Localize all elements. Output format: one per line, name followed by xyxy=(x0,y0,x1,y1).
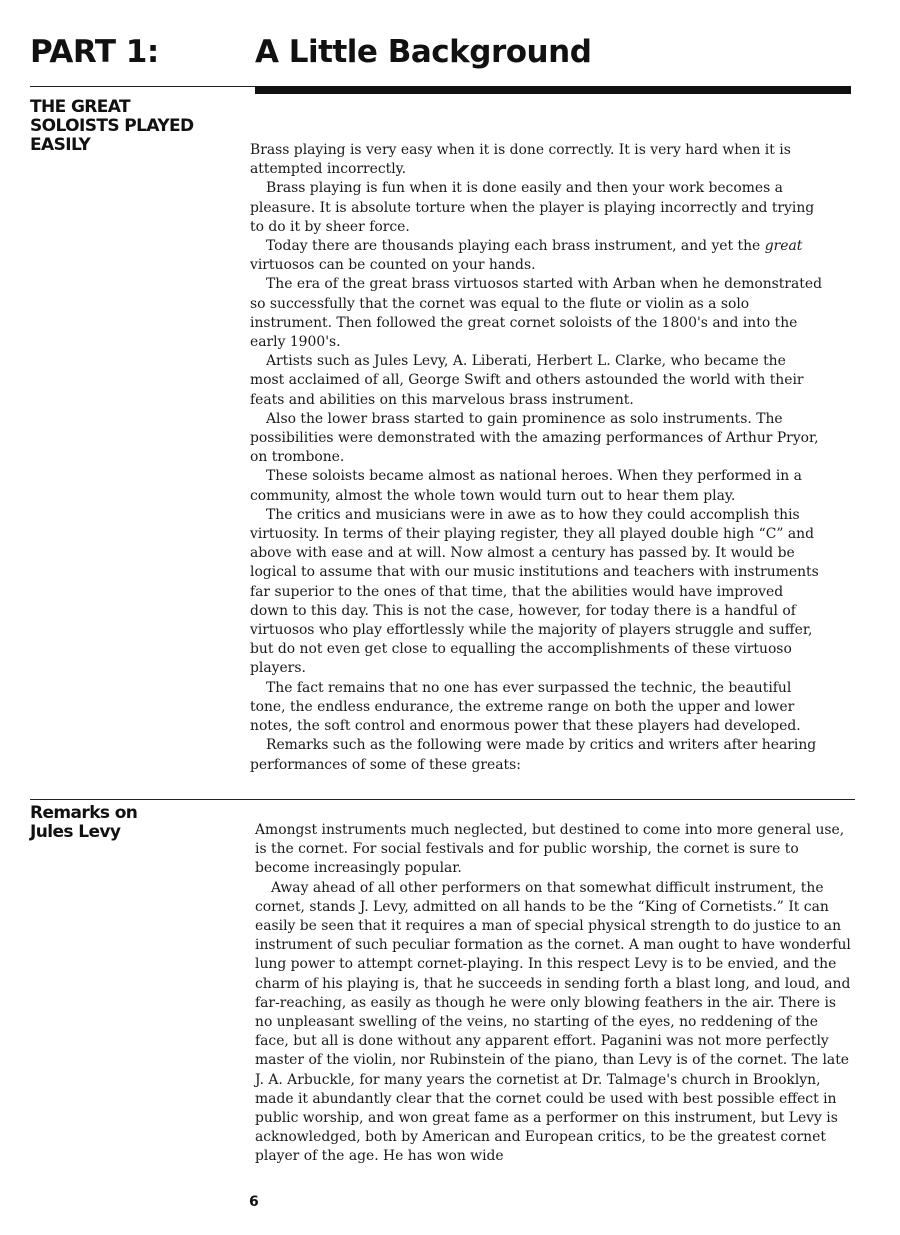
paragraph: Brass playing is fun when it is done easily and then your work becomes a pleasure. It is absolute torture when the player is playing incorrectly and trying to do it by sheer force. xyxy=(250,180,815,235)
paragraph: Artists such as Jules Levy, A. Liberati, Herbert L. Clarke, who became the most acclaimed of all, George Swift and others astounded the world with their feats and abilities on this marvelous brass instrument. xyxy=(250,353,804,408)
paragraph: Away ahead of all other performers on that somewhat difficult instrument, the cornet, stands J. Levy, admitted on all hands to be the “King of Cornetists.” It can easily be seen that it requires a man of special physical strength to do justice to an instrument of such peculiar formation as the cornet. A man ought to have wonderful lung power to attempt cornet-playing. In this respect Levy is to be envied, and the charm of his playing is, that he succeeds in sending forth a blast long, and loud, and far-reaching, as easily as though he were only blowing feathers in the air. There is no unpleasant swelling of the veins, no starting of the eyes, no reddening of the face, but all is done without any apparent effort. Paganini was not more perfectly master of the violin, nor Rubinstein of the piano, than Levy is of the cornet. The late J. A. Arbuckle, for many years the cornetist at Dr. Talmage's church in Brooklyn, made it abundantly clear that the cornet could be used with best possible effect in public worship, and won great fame as a performer on this instrument, but Levy is acknowledged, both by American and European critics, to be the greatest cornet player of the age. He has won wide xyxy=(255,879,851,1165)
paragraph: The era of the great brass virtuosos started with Arban when he demonstrated so successfully that the cornet was equal to the flute or violin as a solo instrument. Then followed the great cornet soloists of the 1800's and into the early 1900's. xyxy=(250,276,823,351)
section-body-remarks-levy xyxy=(255,821,853,1167)
heading-line: THE GREAT xyxy=(30,97,131,117)
paragraph: Amongst instruments much neglected, but destined to come into more general use, is the cornet. For social festivals and for public worship, the cornet is sure to become increasingly popular. xyxy=(255,822,845,877)
paragraph: Also the lower brass started to gain prominence as solo instruments. The possibilities were demonstrated with the amazing performances of Arthur Pryor, on trombone. xyxy=(250,410,819,466)
heading-line: EASILY xyxy=(30,135,91,155)
part-label: PART 1: xyxy=(30,34,159,70)
paragraph: The fact remains that no one has ever surpassed the technic, the beautiful tone, the endless endurance, the extreme range on both the upper and lower notes, the soft control and enormous power that these players had developed. xyxy=(250,679,801,735)
heading-line: Jules Levy xyxy=(30,822,121,842)
paragraph-text: Today there are thousands playing each brass instrument, and yet the xyxy=(266,238,765,255)
chapter-title: A Little Background xyxy=(255,34,592,70)
heading-line: SOLOISTS PLAYED xyxy=(30,116,194,136)
section-divider-rule xyxy=(30,799,855,800)
paragraph-text: virtuosos can be counted on your hands. xyxy=(250,257,536,274)
section-body-great-soloists xyxy=(250,141,822,775)
section-heading-remarks-levy xyxy=(30,804,137,842)
emphasis-text: great xyxy=(764,238,803,255)
paragraph xyxy=(250,237,822,275)
header-thick-rule xyxy=(255,86,851,94)
heading-line: Remarks on xyxy=(30,803,138,823)
paragraph: Remarks such as the following were made by critics and writers after hearing performances of some of these greats: xyxy=(250,737,817,773)
paragraph: These soloists became almost as national heroes. When they performed in a community, almost the whole town would turn out to hear them play. xyxy=(250,468,802,504)
section-heading-great-soloists xyxy=(30,98,194,155)
header-thin-rule xyxy=(30,86,260,87)
page-number: 6 xyxy=(249,1194,259,1210)
paragraph: The critics and musicians were in awe as to how they could accomplish this virtuosity. In terms of their playing register, they all played double high “C” and above with ease and at will. Now almost a century has passed by. It would be logical to assume that with our music institutions and teachers with instruments far superior to the ones of that time, that the abilities would have improved down to this day. This is not the case, however, for today there is a handful of virtuosos who play effortlessly while the majority of players struggle and suffer, but do not even get close to equalling the accomplishments of these virtuoso players. xyxy=(250,506,819,677)
paragraph: Brass playing is very easy when it is done correctly. It is very hard when it is attempted incorrectly. xyxy=(250,142,791,178)
